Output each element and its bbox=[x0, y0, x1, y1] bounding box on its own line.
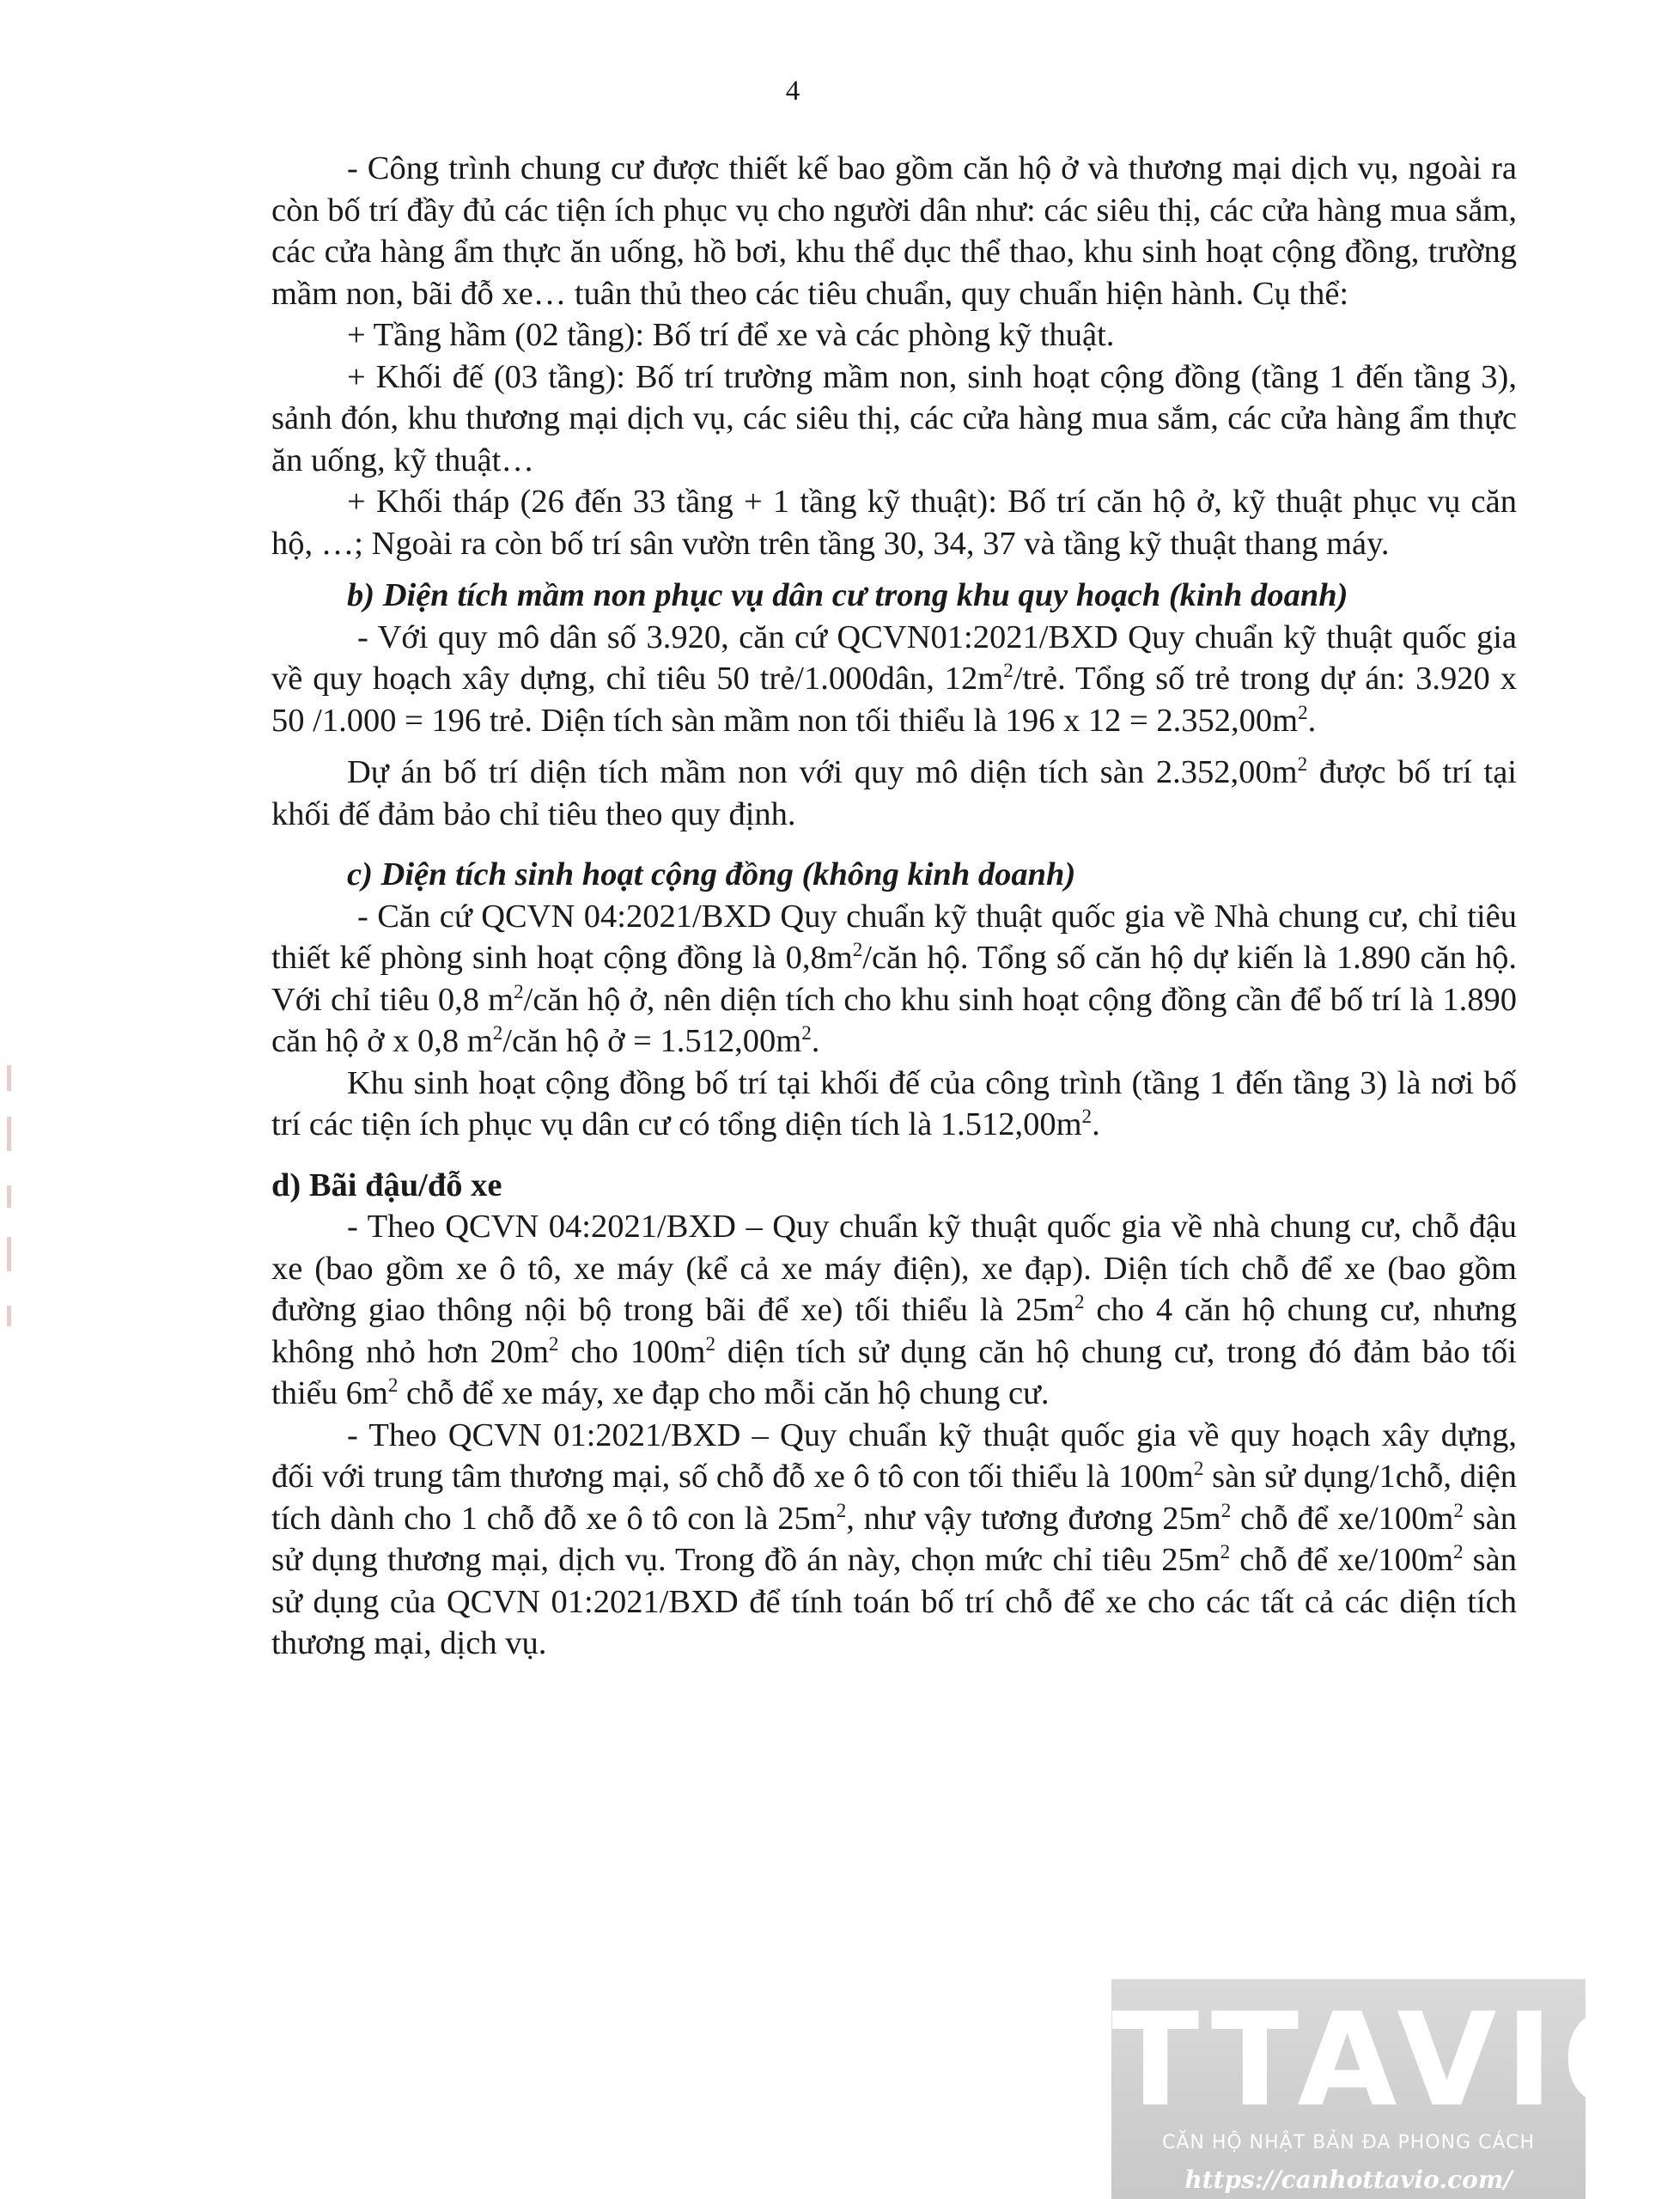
superscript: 2 bbox=[387, 1374, 399, 1397]
superscript: 2 bbox=[1297, 752, 1308, 776]
heading-kindergarten: b) Diện tích mầm non phục vụ dân cư trong khu quy hoạch (kinh doanh) bbox=[347, 577, 1348, 613]
paragraph-parking-apartment: - Theo QCVN 04:2021/BXD – Quy chuẩn kỹ thuật quốc gia về nhà chung cư, chỗ đậu xe (bao gồm xe ô tô, xe máy (kể cả xe máy điện), xe đạp). Diện tích chỗ để xe (bao gồm đường giao thông nội bộ trong bãi để xe) tối thiểu là $25m^2$ cho 4 căn hộ chung cư, nhưng không nhỏ hơn $20m^2$ cho $100m^2$ diện tích sử dụng căn hộ chung cư, trong đó đảm bảo tối thiểu $6m^2$ chỗ để xe máy, xe đạp cho mỗi căn hộ chung cư. bbox=[271, 1209, 1517, 1411]
superscript: 2 bbox=[1298, 700, 1308, 723]
scan-mark bbox=[7, 1306, 11, 1326]
scan-mark bbox=[7, 1185, 11, 1208]
paragraph-basement: + Tầng hầm (02 tầng): Bố trí để xe và các phòng kỹ thuật. bbox=[347, 317, 1115, 353]
paragraph-kindergarten-calc: - Với quy mô dân số 3.920, căn cứ QCVN01:2021/BXD Quy chuẩn kỹ thuật quốc gia về quy hoạch xây dựng, chỉ tiêu 50 trẻ/1.000dân, $12m^2$/trẻ. Tổng số trẻ trong dự án: 3.920 x 50 /1.000 = 196 trẻ. Diện tích sàn mầm non tối thiểu là 196 x $12 = 2.352,00m^2$. bbox=[271, 618, 1517, 739]
heading-community: c) Diện tích sinh hoạt cộng đồng (không kinh doanh) bbox=[347, 856, 1076, 892]
paragraph-community-area: Khu sinh hoạt cộng đồng bố trí tại khối đế của công trình (tầng 1 đến tầng 3) là nơi bố trí các tiện ích phục vụ dân cư có tổng diện tích là $1.512,00m^2$. bbox=[271, 1064, 1517, 1142]
scan-mark bbox=[7, 1237, 11, 1271]
superscript: 2 bbox=[1193, 1457, 1204, 1480]
superscript: 2 bbox=[1220, 1540, 1231, 1563]
superscript: 2 bbox=[1220, 1498, 1232, 1521]
paragraph-parking-commercial: - Theo QCVN 01:2021/BXD – Quy chuẩn kỹ thuật quốc gia về quy hoạch xây dựng, đối với trung tâm thương mại, số chỗ đỗ xe ô tô con tối thiểu là $100m^2$ sàn sử dụng/1chỗ, diện tích dành cho 1 chỗ đỗ xe ô tô con là $25m^2$, như vậy tương đương $25m^2$ chỗ để $xe/100m^2$ sàn sử dụng thương mại, dịch vụ. Trong đồ án này, chọn mức chỉ tiêu $25m^2$ chỗ để $xe/100m^2$ sàn sử dụng của QCVN 01:2021/BXD để tính toán bố trí chỗ để xe cho các tất cả các diện tích thương mại, dịch vụ. bbox=[271, 1416, 1517, 1661]
watermark-tagline: CĂN HỘ NHẬT BẢN ĐA PHONG CÁCH bbox=[1161, 2132, 1536, 2153]
superscript: 2 bbox=[514, 979, 524, 1002]
superscript: 2 bbox=[801, 1021, 812, 1045]
paragraph-kindergarten-area: Dự án bố trí diện tích mầm non với quy mô diện tích sàn $2.352,00m^2$ được bố trí tại khối đế đảm bảo chỉ tiêu theo quy định. bbox=[271, 752, 1517, 832]
superscript: 2 bbox=[1453, 1540, 1464, 1563]
scan-mark bbox=[7, 1117, 11, 1151]
paragraph-intro: - Công trình chung cư được thiết kế bao gồm căn hộ ở và thương mại dịch vụ, ngoài ra còn bố trí đầy đủ các tiện ích phục vụ cho người dân như: các siêu thị, các cửa hàng mua sắm, các cửa hàng ẩm thực ăn uống, hồ bơi, khu thể dục thể thao, khu sinh hoạt cộng đồng, trường mầm non, bãi đỗ xe… tuân thủ theo các tiêu chuẩn, quy chuẩn hiện hành. Cụ thể: bbox=[271, 150, 1517, 312]
superscript: 2 bbox=[548, 1331, 559, 1355]
paragraph-podium: + Khối đế (03 tầng): Bố trí trường mầm non, sinh hoạt cộng đồng (tầng 1 đến tầng 3), sảnh đón, khu thương mại dịch vụ, các siêu thị, các cửa hàng mua sắm, các cửa hàng ẩm thực ăn uống, kỹ thuật… bbox=[271, 358, 1517, 478]
watermark bbox=[1111, 1979, 1680, 2199]
superscript: 2 bbox=[705, 1331, 716, 1355]
scan-mark bbox=[7, 1065, 11, 1091]
superscript: 2 bbox=[1081, 1105, 1093, 1128]
heading-parking: d) Bãi đậu/đỗ xe bbox=[271, 1167, 502, 1203]
superscript: 2 bbox=[1003, 659, 1013, 682]
page-number: 4 bbox=[785, 76, 800, 107]
superscript: 2 bbox=[1074, 1290, 1085, 1313]
superscript: 2 bbox=[492, 1021, 503, 1045]
paragraph-community-calc: - Căn cứ QCVN 04:2021/BXD Quy chuẩn kỹ thuật quốc gia về Nhà chung cư, chỉ tiêu thiết kế phòng sinh hoạt cộng đồng là $0,8m^2$/căn hộ. Tổng số căn hộ dự kiến là 1.890 căn hộ. Với chỉ tiêu 0,8 $m^2$/căn hộ ở, nên diện tích cho khu sinh hoạt cộng đồng cần để bố trí là 1.890 căn hộ ở x 0,8 $m^2$/căn hộ ở = $1.512,00m^2$. bbox=[271, 898, 1517, 1059]
superscript: 2 bbox=[836, 1498, 847, 1521]
superscript: 2 bbox=[852, 938, 863, 961]
watermark-logo: TTAVIO bbox=[1111, 1986, 1680, 2135]
paragraph-tower: + Khối tháp (26 đến 33 tầng + 1 tầng kỹ thuật): Bố trí căn hộ ở, kỹ thuật phục vụ căn hộ, …; Ngoài ra còn bố trí sân vườn trên tầng 30, 34, 37 và tầng kỹ thuật thang máy. bbox=[271, 484, 1517, 562]
document-body bbox=[271, 148, 1517, 1665]
watermark-url: https://canhottavio.com/ bbox=[1184, 2165, 1513, 2194]
superscript: 2 bbox=[1453, 1498, 1464, 1521]
